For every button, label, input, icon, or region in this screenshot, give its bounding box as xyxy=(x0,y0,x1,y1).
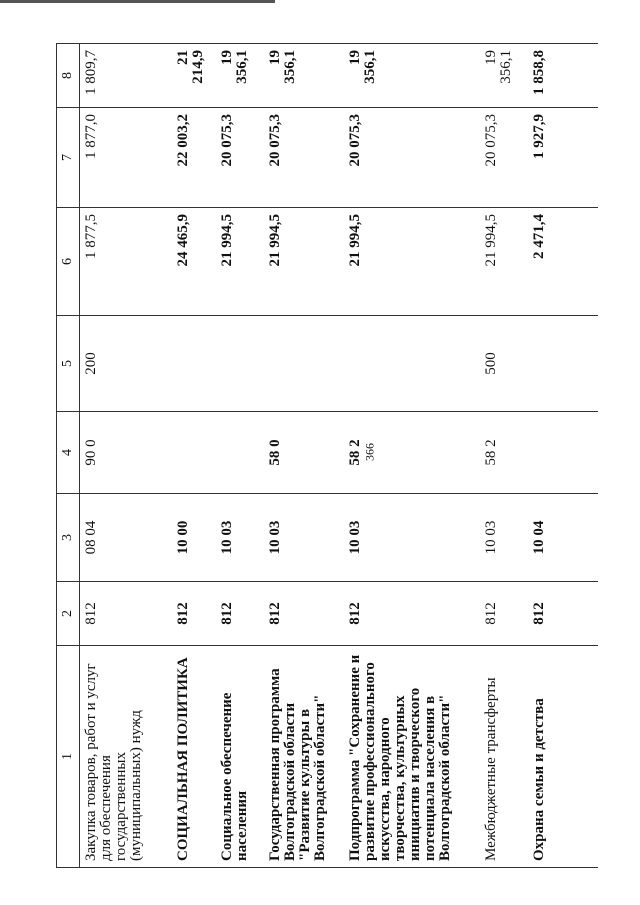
budget-table xyxy=(56,43,598,868)
row-label: Социальное обеспечение населения xyxy=(216,646,264,868)
cell-expense-type xyxy=(172,316,216,412)
row-label: Межбюджетные трансферты xyxy=(480,646,528,868)
cell-amount-year3: 1 809,7 xyxy=(80,44,173,108)
cell-section: 10 03 xyxy=(216,494,264,582)
top-rule xyxy=(0,0,275,3)
table-row xyxy=(216,44,264,868)
cell-expense-type xyxy=(344,316,480,412)
cell-amount-year2: 22 003,2 xyxy=(172,108,216,208)
cell-amount-year1: 21 994,5 xyxy=(264,208,344,316)
table-row xyxy=(480,44,528,868)
column-header: 5 xyxy=(57,316,80,412)
header-row xyxy=(57,44,80,868)
cell-amount-year3: 19 356,1 xyxy=(264,44,344,108)
cell-target: 58 2 xyxy=(480,412,528,494)
cell-ministry: 812 xyxy=(80,582,173,646)
cell-section: 10 04 xyxy=(528,494,598,582)
table-row xyxy=(344,44,480,868)
column-header: 8 xyxy=(57,44,80,108)
cell-amount-year3: 21 214,9 xyxy=(172,44,216,108)
cell-ministry: 812 xyxy=(480,582,528,646)
row-label: Охрана семьи и детства xyxy=(528,646,598,868)
column-header: 2 xyxy=(57,582,80,646)
cell-ministry: 812 xyxy=(344,582,480,646)
cell-amount-year1: 2 471,4 xyxy=(528,208,598,316)
cell-amount-year1: 21 994,5 xyxy=(216,208,264,316)
cell-expense-type xyxy=(216,316,264,412)
row-label: СОЦИАЛЬНАЯ ПОЛИТИКА xyxy=(172,646,216,868)
cell-amount-year1: 21 994,5 xyxy=(344,208,480,316)
column-header: 6 xyxy=(57,208,80,316)
cell-amount-year2: 1 877,0 xyxy=(80,108,173,208)
cell-section: 10 03 xyxy=(344,494,480,582)
cell-amount-year1: 21 994,5 xyxy=(480,208,528,316)
cell-target: 58 2 xyxy=(344,412,480,494)
cell-section: 10 00 xyxy=(172,494,216,582)
cell-amount-year2: 20 075,3 xyxy=(480,108,528,208)
cell-expense-type xyxy=(528,316,598,412)
cell-ministry: 812 xyxy=(528,582,598,646)
cell-expense-type: 200 xyxy=(80,316,173,412)
cell-amount-year1: 24 465,9 xyxy=(172,208,216,316)
row-label: Закупка товаров, работ и услуг для обеспечения государственных (муниципальных) нужд xyxy=(80,646,173,868)
cell-target xyxy=(216,412,264,494)
rotated-page-content xyxy=(56,44,616,868)
table-row xyxy=(528,44,598,868)
cell-target: 90 0 xyxy=(80,412,173,494)
column-header: 1 xyxy=(57,646,80,868)
table-row xyxy=(80,44,173,868)
cell-amount-year2: 20 075,3 xyxy=(216,108,264,208)
cell-ministry: 812 xyxy=(216,582,264,646)
cell-amount-year3: 1 858,8 xyxy=(528,44,598,108)
cell-amount-year3: 19 356,1 xyxy=(480,44,528,108)
cell-amount-year1: 1 877,5 xyxy=(80,208,173,316)
column-header: 4 xyxy=(57,412,80,494)
row-label: Подпрограмма "Сохранение и развитие профессионального искусства, народного творчества, культурных инициатив и творческого потенциала населения в Волгоградской области" xyxy=(344,646,480,868)
cell-target xyxy=(528,412,598,494)
cell-target: 58 0 xyxy=(264,412,344,494)
cell-amount-year2: 20 075,3 xyxy=(344,108,480,208)
cell-ministry: 812 xyxy=(264,582,344,646)
cell-section: 08 04 xyxy=(80,494,173,582)
cell-amount-year2: 20 075,3 xyxy=(264,108,344,208)
column-header: 7 xyxy=(57,108,80,208)
table-row xyxy=(172,44,216,868)
page-number: 366 xyxy=(362,443,377,461)
cell-amount-year3: 19 356,1 xyxy=(344,44,480,108)
cell-amount-year2: 1 927,9 xyxy=(528,108,598,208)
cell-target xyxy=(172,412,216,494)
cell-ministry: 812 xyxy=(172,582,216,646)
column-header: 3 xyxy=(57,494,80,582)
table-row xyxy=(264,44,344,868)
cell-expense-type: 500 xyxy=(480,316,528,412)
cell-section: 10 03 xyxy=(264,494,344,582)
row-label: Государственная программа Волгоградской области "Развитие культуры в Волгоградской области" xyxy=(264,646,344,868)
cell-section: 10 03 xyxy=(480,494,528,582)
cell-amount-year3: 19 356,1 xyxy=(216,44,264,108)
cell-expense-type xyxy=(264,316,344,412)
